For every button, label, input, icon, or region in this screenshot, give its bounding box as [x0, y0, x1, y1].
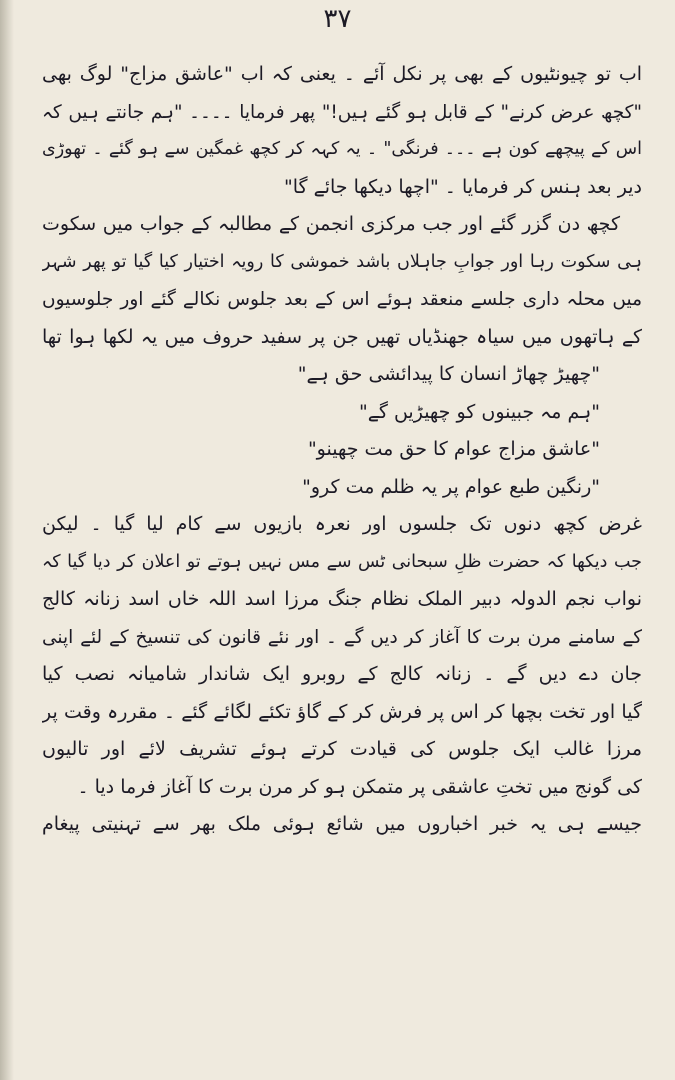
- text-line-18: گیا اور تخت بچھا کر اس پر فرش کر کے گاؤ تکئے لگائے گئے ۔ مقررہ وقت پر: [42, 700, 642, 723]
- slogan-4: "رنگین طبع عوام پر یہ ظلم مت کرو": [302, 475, 600, 498]
- page-edge-shadow: [0, 0, 14, 1080]
- text-line-4: دیر بعد ہنس کر فرمایا ۔ "اچھا دیکھا جائے گا": [283, 175, 642, 198]
- text-line-17: جان دے دیں گے ۔ زنانہ کالج کے روبرو ایک شاندار شامیانہ نصب کیا: [42, 663, 642, 685]
- text-line-13: غرض کچھ دنوں تک جلسوں اور نعرہ بازیوں سے کام لیا گیا ۔ لیکن: [42, 513, 642, 535]
- text-line-5: کچھ دن گزر گئے اور جب مرکزی انجمن کے مطالبہ کے جواب میں سکوت: [42, 213, 620, 235]
- text-line-20: کی گونج میں تختِ عاشقی پر متمکن ہو کر مرن برت کا آغاز فرما دیا ۔: [77, 775, 642, 798]
- text-line-15: نواب نجم الدولہ دبیر الملک نظام جنگ مرزا اسد اللہ خاں اسد زنانہ کالج: [42, 588, 642, 610]
- page-number: ۳۷: [323, 4, 352, 34]
- text-line-19: مرزا غالب ایک جلوس کی قیادت کرتے ہوئے تشریف لائے اور تالیوں: [42, 738, 642, 760]
- body-text: [42, 56, 642, 844]
- text-line-2: "کچھ عرض کرنے" کے قابل ہو گئے ہیں!" پھر فرمایا ۔۔۔۔ "ہم جانتے ہیں کہ: [42, 101, 642, 123]
- slogan-1: "چھیڑ چھاڑ انسان کا پیدائشی حق ہے": [297, 363, 600, 385]
- text-line-6: ہی سکوت رہا اور جوابِ جاہلاں باشد خموشی کا رویہ اختیار کیا گیا تو پھر شہر: [42, 251, 642, 272]
- text-line-8: کے ہاتھوں میں سیاہ جھنڈیاں تھیں جن پر سفید حروف میں یہ لکھا ہوا تھا: [42, 325, 642, 348]
- text-line-3: اس کے پیچھے کون ہے ۔۔۔ فرنگی" ۔ یہ کہہ کر کچھ غمگین سے ہو گئے ۔ تھوڑی: [42, 139, 642, 159]
- slogan-2: "ہم مہ جبینوں کو چھیڑیں گے": [359, 400, 600, 423]
- text-line-7: میں محلہ داری جلسے منعقد ہوئے اس کے بعد جلوس نکالے گئے اور جلوسیوں: [42, 289, 642, 310]
- text-line-1: اب تو چیونٹیوں کے بھی پر نکل آئے ۔ یعنی کہ اب "عاشق مزاج" لوگ بھی: [42, 63, 642, 85]
- text-line-21: جیسے ہی یہ خبر اخباروں میں شائع ہوئی ملک بھر سے تہنیتی پیغام: [42, 813, 642, 835]
- text-line-16: کے سامنے مرن برت کا آغاز کر دیں گے ۔ اور نئے قانون کی تنسیخ کے لئے اپنی: [42, 626, 642, 648]
- text-line-14: جب دیکھا کہ حضرت ظلِ سبحانی ٹس سے مس نہیں ہوتے تو اعلان کر دیا گیا کہ: [42, 551, 642, 572]
- slogan-3: "عاشق مزاج عوام کا حق مت چھینو": [307, 438, 600, 460]
